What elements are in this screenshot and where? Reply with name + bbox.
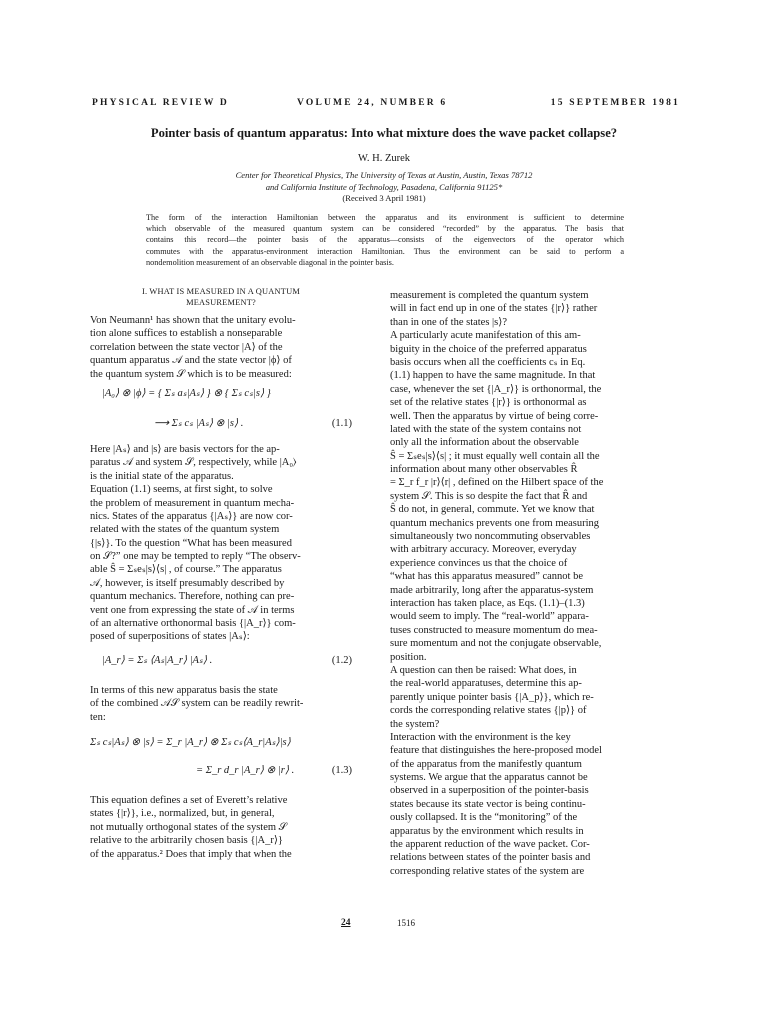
author-affiliation: [0, 170, 768, 205]
body-line: not mutually orthogonal states of the system 𝒮: [90, 821, 287, 833]
issue-date: 15 SEPTEMBER 1981: [550, 98, 680, 108]
equation-body: Σₛ cₛ|Aₛ⟩ ⊗ |s⟩ = Σ_r |A_r⟩ ⊗ Σₛ cₛ⟨A_r|Aₛ⟩|s⟩: [90, 736, 291, 748]
body-line: well. Then the apparatus by virtue of being corre-: [390, 410, 599, 422]
body-line: feature that distinguishes the here-proposed model: [390, 745, 602, 757]
body-line: the apparent reduction of the wave packet. Cor-: [390, 839, 590, 851]
equation-1-1a: [90, 381, 352, 411]
section-heading-cont: MEASUREMENT?: [186, 298, 256, 307]
body-line: states {|r⟩}, i.e., normalized, but, in general,: [90, 808, 275, 820]
affiliation-line-1: Center for Theoretical Physics, The University of Texas at Austin, Austin, Texas 78712: [235, 170, 533, 180]
body-line: (1.1) happen to have the same magnitude. In that: [390, 370, 596, 382]
body-line: A question can then be raised: What does, in: [390, 664, 577, 676]
equation-1-3a: [90, 724, 352, 758]
body-line: quantum apparatus 𝒜 and the state vector |ϕ⟩ of: [90, 355, 292, 367]
body-line: set of the relative states {|r⟩} is orthonormal as: [390, 397, 587, 409]
body-line: nics. States of the apparatus {|Aₛ⟩} are now cor-: [90, 510, 293, 522]
abstract-line: The form of the interaction Hamiltonian between the apparatus and its environment is sufficient to determine: [146, 213, 624, 222]
volume-page-marker: 24: [341, 918, 351, 928]
affiliation-line-2: and California Institute of Technology, Pasadena, California 91125*: [265, 181, 503, 192]
body-line: cords the corresponding relative states {|p⟩} of: [390, 705, 587, 717]
paper-title: Pointer basis of quantum apparatus: Into what mixture does the wave packet collapse?: [150, 126, 618, 140]
body-line: ously collapsed. It is the “monitoring” of the: [390, 812, 578, 824]
left-column: [90, 286, 352, 861]
body-line: will in fact end up in one of the states {|r⟩} rather: [390, 303, 598, 315]
journal-name: PHYSICAL REVIEW D: [92, 98, 229, 108]
right-column: [390, 289, 682, 878]
body-line: with arbitrary accuracy. Moreover, everyday: [390, 544, 577, 556]
body-line: Here |Aₛ⟩ and |s⟩ are basis vectors for the ap-: [90, 443, 280, 455]
body-line: Equation (1.1) seems, at first sight, to solve: [90, 484, 273, 496]
body-line: of the apparatus.² Does that imply that when the: [90, 848, 292, 860]
body-line: able Ŝ = Σₛeₛ|s⟩⟨s| , of course.” The apparatus: [90, 564, 282, 576]
section-heading: I. WHAT IS MEASURED IN A QUANTUM: [141, 287, 300, 296]
body-line: interaction has taken place, as Eqs. (1.1)–(1.3): [390, 597, 585, 609]
body-line: relative to the arbitrarily chosen basis {|A_r⟩}: [90, 835, 283, 847]
received-date: (Received 3 April 1981): [342, 193, 426, 203]
body-line: vent one from expressing the state of 𝒜 in terms: [90, 604, 295, 616]
body-line: biguity in the choice of the preferred apparatus: [390, 343, 587, 355]
equation-body: |A_r⟩ = Σₛ ⟨Aₛ|A_r⟩ |Aₛ⟩ .: [102, 654, 213, 666]
body-line: Von Neumann¹ has shown that the unitary evolu-: [90, 315, 296, 326]
body-line: This equation defines a set of Everett’s relative: [90, 794, 288, 806]
abstract-line: which observable of the measured quantum system can be considered “recorded” by the apparatus. The basis that: [146, 224, 624, 234]
body-line: parently unique pointer basis {|A_p⟩}, which re-: [390, 691, 594, 703]
equation-1-3b: [90, 758, 352, 788]
equation-body: |A₀⟩ ⊗ |ϕ⟩ = { Σₛ aₛ|Aₛ⟩ } ⊗ { Σₛ cₛ|s⟩ }: [102, 387, 271, 399]
body-line: than in one of the states |s⟩?: [390, 316, 508, 328]
volume-issue: VOLUME 24, NUMBER 6: [297, 98, 448, 108]
body-line: tuses constructed to measure momentum do mea-: [390, 624, 598, 636]
abstract-line: contains this record—the pointer basis of the apparatus—consists of the eigenvectors of the operator which: [146, 235, 624, 245]
body-line: Ŝ do not, in general, commute. Yet we know that: [390, 504, 595, 516]
body-line: information about many other observables R̂: [390, 464, 578, 476]
body-line: position.: [390, 651, 427, 663]
body-line: basis occurs when all the coefficients cₛ in Eq.: [390, 356, 586, 368]
body-line: posed of superpositions of states |Aₛ⟩:: [90, 631, 250, 643]
equation-body: ⟶ Σₛ cₛ |Aₛ⟩ ⊗ |s⟩ .: [154, 417, 244, 429]
body-line: quantum mechanics prevents one from measuring: [390, 517, 600, 529]
body-line: {|s⟩}. To the question “What has been measured: [90, 537, 292, 549]
body-line: A particularly acute manifestation of this am-: [390, 330, 581, 342]
body-line: is the initial state of the apparatus.: [90, 470, 234, 482]
body-line: sure momentum and not the conjugate observable,: [390, 638, 602, 650]
equation-number: (1.1): [331, 417, 352, 429]
equation-number: (1.2): [331, 654, 352, 666]
equation-1-1b: [90, 411, 352, 437]
body-line: quantum mechanics. Therefore, nothing can pre-: [90, 591, 295, 603]
body-line: corresponding relative states of the system are: [390, 865, 585, 877]
equation-body: = Σ_r d_r |A_r⟩ ⊗ |r⟩ .: [196, 764, 295, 776]
body-line: the system?: [390, 718, 440, 730]
body-line: experience convinces us that the choice of: [390, 557, 568, 569]
body-line: system 𝒮. This is so despite the fact that R̂ and: [390, 490, 588, 502]
body-line: of the apparatus from the manifestly quantum: [390, 758, 582, 770]
body-line: the real-world apparatuses, determine this ap-: [390, 678, 582, 690]
body-line: of an alternative orthonormal basis {|A_r⟩} com-: [90, 618, 296, 630]
body-line: simultaneously two noncommuting observables: [390, 531, 591, 543]
body-line: the problem of measurement in quantum mecha-: [90, 497, 295, 509]
body-line: paratus 𝒜 and system 𝒮, respectively, while |A₀⟩: [90, 457, 297, 469]
body-line: on 𝒮?” one may be tempted to reply “The observ-: [90, 551, 301, 563]
abstract: [146, 212, 624, 268]
body-line: would seem to imply. The “real-world” appara-: [390, 611, 589, 623]
body-line: Interaction with the environment is the key: [390, 731, 571, 743]
journal-masthead: [92, 98, 680, 114]
body-line: states because its state vector is being continu-: [390, 798, 586, 810]
equation-number: (1.3): [331, 764, 352, 776]
body-line: the quantum system 𝒮 which is to be measured:: [90, 368, 292, 380]
body-line: only all the information about the observable: [390, 437, 579, 449]
body-line: case, whenever the set {|A_r⟩} is orthonormal, the: [390, 383, 602, 395]
page-number: 1516: [397, 918, 415, 928]
abstract-line: commutes with the apparatus-environment interaction Hamiltonian. Thus the environment can be said to perform a: [146, 246, 624, 256]
body-line: of the combined 𝒜𝒮 system can be readily rewrit-: [90, 698, 304, 710]
body-line: In terms of this new apparatus basis the state: [90, 684, 278, 696]
body-line: related with the states of the quantum system: [90, 524, 280, 536]
body-line: “what has this apparatus measured” cannot be: [390, 571, 584, 583]
body-line: apparatus by the environment which results in: [390, 825, 584, 837]
body-line: ten:: [90, 711, 106, 723]
paper-author: W. H. Zurek: [357, 153, 411, 164]
body-line: correlation between the state vector |A⟩ of the: [90, 341, 283, 353]
body-line: relations between states of the pointer basis and: [390, 852, 591, 864]
body-line: tion alone suffices to establish a nonseparable: [90, 328, 283, 340]
abstract-line: nondemolition measurement of an observable diagonal in the pointer basis.: [146, 257, 394, 267]
body-line: 𝒜, however, is itself presumably described by: [90, 577, 285, 589]
body-line: observed in a superposition of the pointer-basis: [390, 785, 589, 797]
body-line: Ŝ = Σₛeₛ|s⟩⟨s| ; it must equally well contain all the: [390, 450, 600, 462]
body-line: lated with the state of the system contains not: [390, 423, 582, 435]
body-line: = Σ_r f_r |r⟩⟨r| , defined on the Hilbert space of the: [390, 477, 604, 489]
body-line: measurement is completed the quantum system: [390, 290, 589, 301]
equation-1-2: [90, 644, 352, 678]
body-line: systems. We argue that the apparatus cannot be: [390, 772, 588, 784]
body-line: made arbitrarily, long after the apparatus-system: [390, 584, 594, 596]
